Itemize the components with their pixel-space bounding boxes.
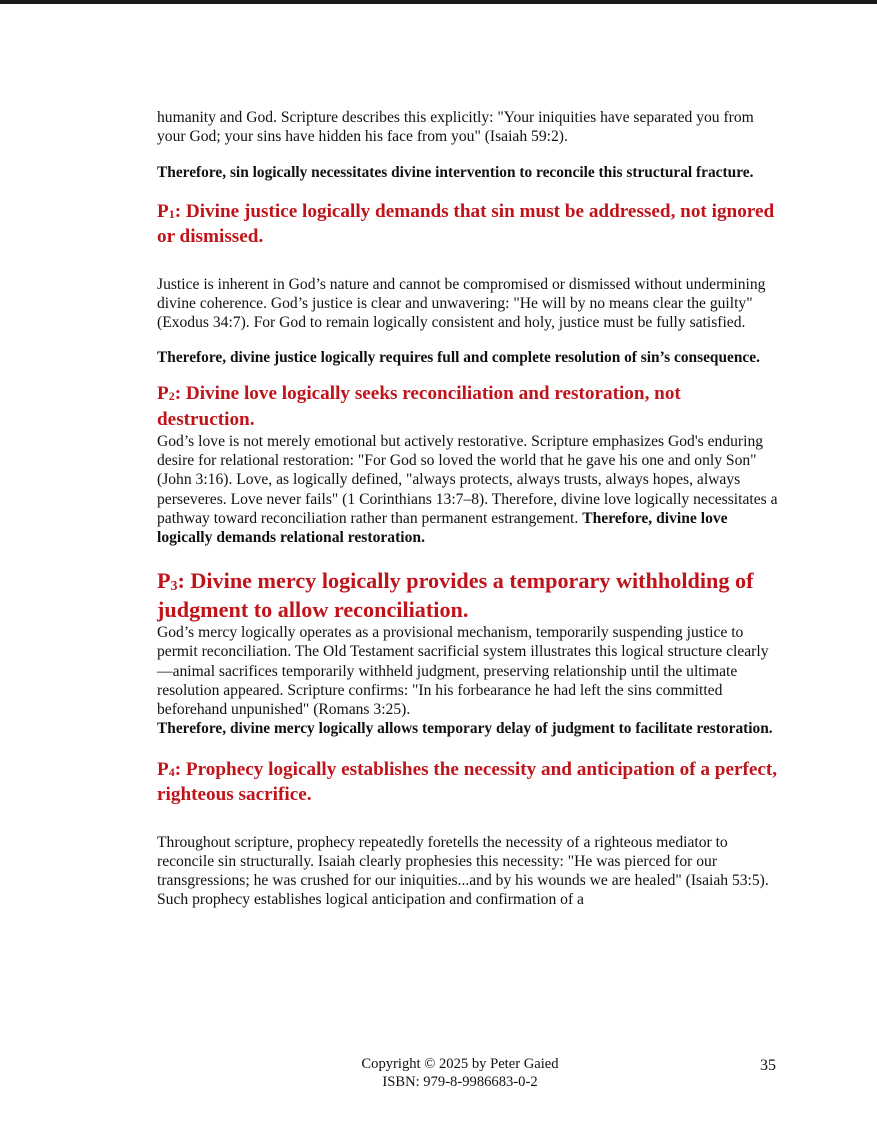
document-page — [157, 108, 782, 910]
premise-4-subscript: 4 — [168, 765, 175, 780]
premise-2-body-text: God’s love is not merely emotional but actively restorative. Scripture emphasizes God's enduring desire for relational restoration: "For God so loved the world that he gave his one and only Son" (John 3:16). Love, as logically defined, "always protects, always trusts, always hopes, always perseveres. Love never fails" (1 Corinthians 13:7–8). Therefore, divine love logically necessitates a pathway toward reconciliation rather than permanent estrangement. — [157, 433, 778, 527]
premise-3-heading — [157, 568, 782, 623]
premise-2-heading — [157, 382, 782, 432]
top-border — [0, 0, 877, 4]
intro-paragraph: humanity and God. Scripture describes this explicitly: "Your iniquities have separated you from your God; your sins have hidden his face from you" (Isaiah 59:2). — [157, 109, 754, 146]
premise-4-prefix: P — [157, 758, 169, 780]
premise-1-heading — [157, 200, 782, 250]
premise-2-body — [157, 432, 782, 547]
premise-3-prefix: P — [157, 568, 171, 594]
premise-4-body: Throughout scripture, prophecy repeatedly foretells the necessity of a righteous mediator to reconcile sin structurally. Isaiah clearly prophesies this necessity: "He was pierced for our transgressions; he was crushed for our iniquities...and by his wounds we are healed" (Isaiah 53:5). Such prophecy establishes logical anticipation and confirmation of a — [157, 833, 769, 909]
sin-conclusion: Therefore, sin logically necessitates divine intervention to reconcile this structural fracture. — [157, 164, 754, 182]
premise-3-title: : Divine mercy logically provides a temporary withholding of judgment to allow reconciliation. — [157, 568, 754, 623]
premise-1-body: Justice is inherent in God’s nature and cannot be compromised or dismissed without undermining divine coherence. God’s justice is clear and unwavering: "He will by no means clear the guilty" (Exodus 34:7). For God to remain logically consistent and holy, justice must be fully satisfied. — [157, 275, 766, 332]
premise-2-conclusion: Therefore, divine love logically demands relational restoration. — [157, 509, 728, 547]
copyright-notice: Copyright © 2025 by Peter Gaied — [361, 1056, 559, 1072]
premise-2-subscript: 2 — [168, 389, 175, 404]
premise-1-title: : Divine justice logically demands that sin must be addressed, not ignored or dismissed. — [157, 200, 775, 248]
premise-1-conclusion: Therefore, divine justice logically requires full and complete resolution of sin’s consequence. — [157, 348, 760, 366]
isbn: ISBN: 979-8-9986683-0-2 — [382, 1073, 538, 1090]
premise-3-body: God’s mercy logically operates as a provisional mechanism, temporarily suspending justice to permit reconciliation. The Old Testament sacrificial system illustrates this logical structure clearly—animal sacrifices temporarily withheld judgment, preserving relationship until the ultimate resolution appeared. Scripture confirms: "In his forbearance he had left the sins committed beforehand unpunished" (Romans 3:25). — [157, 624, 769, 719]
premise-2-prefix: P — [157, 383, 169, 405]
premise-2-title: : Divine love logically seeks reconciliation and restoration, not destruction. — [157, 383, 681, 430]
premise-4-title: : Prophecy logically establishes the necessity and anticipation of a perfect, righteous sacrifice. — [157, 758, 778, 806]
premise-3-conclusion: Therefore, divine mercy logically allows temporary delay of judgment to facilitate restoration. — [157, 720, 773, 738]
page-number: 35 — [760, 1057, 776, 1074]
premise-4-heading — [157, 758, 782, 808]
premise-3-subscript: 3 — [170, 577, 178, 593]
page-footer — [157, 1056, 763, 1091]
premise-1-prefix: P — [157, 200, 169, 222]
premise-1-subscript: 1 — [168, 207, 175, 222]
